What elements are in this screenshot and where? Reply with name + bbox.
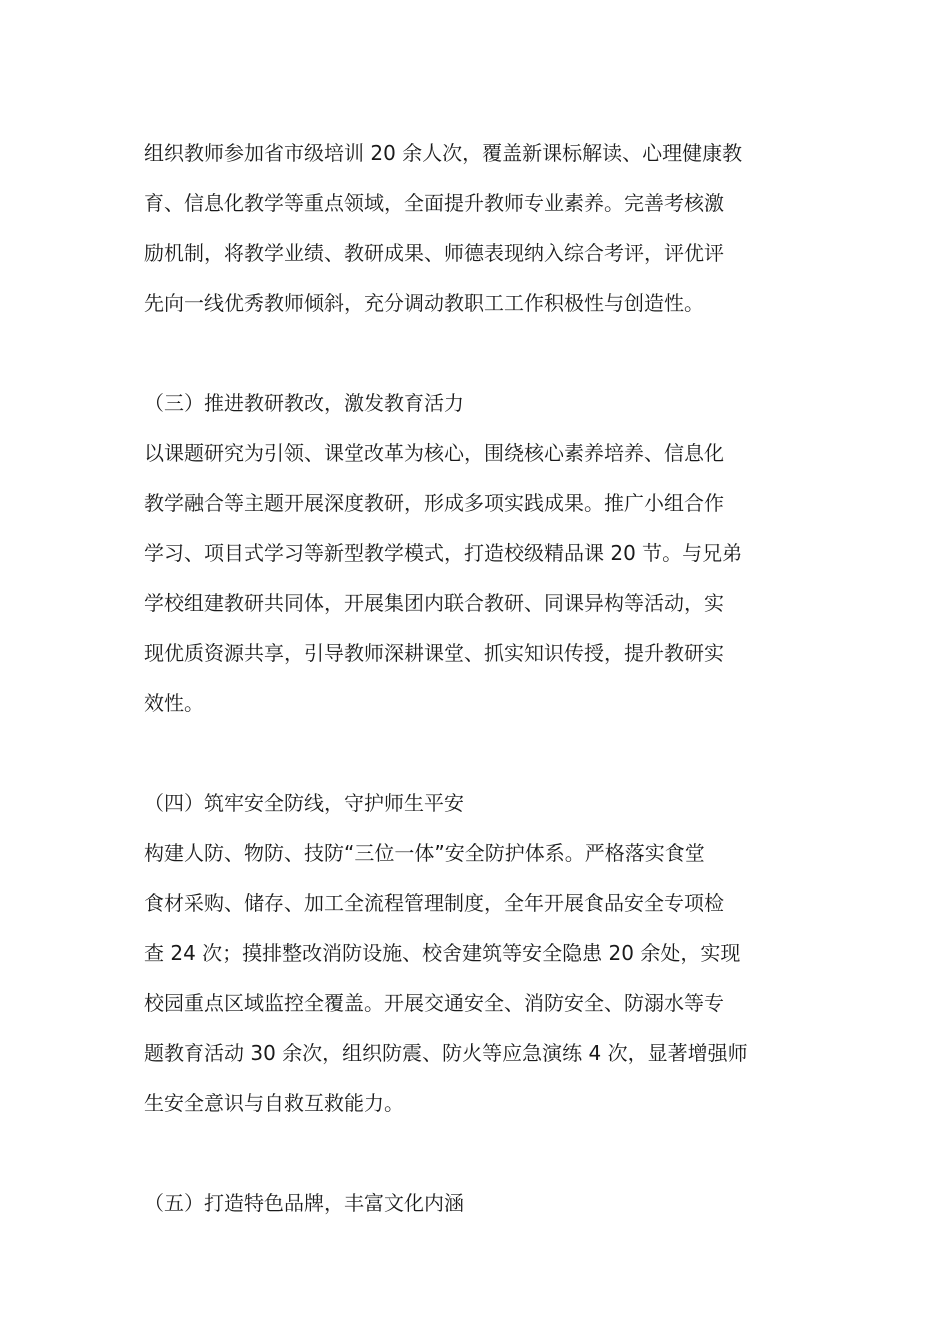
section-heading: （三）推进教研教改，激发教育活力 xyxy=(144,391,464,415)
paragraph-line: 教学融合等主题开展深度教研，形成多项实践成果。推广小组合作 xyxy=(144,491,724,515)
paragraph-line: 查 24 次；摸排整改消防设施、校舍建筑等安全隐患 20 余处，实现 xyxy=(144,941,741,965)
paragraph-line: 励机制，将教学业绩、教研成果、师德表现纳入综合考评，评优评 xyxy=(144,241,724,265)
paragraph-line: 组织教师参加省市级培训 20 余人次，覆盖新课标解读、心理健康教 xyxy=(144,141,743,165)
paragraph-line: 学校组建教研共同体，开展集团内联合教研、同课异构等活动，实 xyxy=(144,591,724,615)
paragraph-line: 先向一线优秀教师倾斜，充分调动教职工工作积极性与创造性。 xyxy=(144,291,704,315)
paragraph-teacher-training xyxy=(144,128,814,328)
section-safety xyxy=(144,778,814,1128)
paragraph-line: 校园重点区域监控全覆盖。开展交通安全、消防安全、防溺水等专 xyxy=(144,991,724,1015)
section-brand-culture xyxy=(144,1178,814,1228)
paragraph-line: 以课题研究为引领、课堂改革为核心，围绕核心素养培养、信息化 xyxy=(144,441,724,465)
section-heading: （五）打造特色品牌，丰富文化内涵 xyxy=(144,1191,464,1215)
paragraph-line: 生安全意识与自救互救能力。 xyxy=(144,1091,404,1115)
paragraph-line: 育、信息化教学等重点领域，全面提升教师专业素养。完善考核激 xyxy=(144,191,724,215)
section-heading: （四）筑牢安全防线，守护师生平安 xyxy=(144,791,464,815)
paragraph-line: 效性。 xyxy=(144,691,204,715)
document-body xyxy=(144,128,814,1228)
paragraph-line: 题教育活动 30 余次，组织防震、防火等应急演练 4 次，显著增强师 xyxy=(144,1041,748,1065)
section-research-reform xyxy=(144,378,814,728)
paragraph-line: 学习、项目式学习等新型教学模式，打造校级精品课 20 节。与兄弟 xyxy=(144,541,743,565)
paragraph-line: 食材采购、储存、加工全流程管理制度，全年开展食品安全专项检 xyxy=(144,891,724,915)
paragraph-spacer xyxy=(144,328,814,378)
paragraph-spacer xyxy=(144,728,814,778)
paragraph-line: 现优质资源共享，引导教师深耕课堂、抓实知识传授，提升教研实 xyxy=(144,641,724,665)
paragraph-line: 构建人防、物防、技防“三位一体”安全防护体系。严格落实食堂 xyxy=(144,841,705,865)
paragraph-spacer xyxy=(144,1128,814,1178)
